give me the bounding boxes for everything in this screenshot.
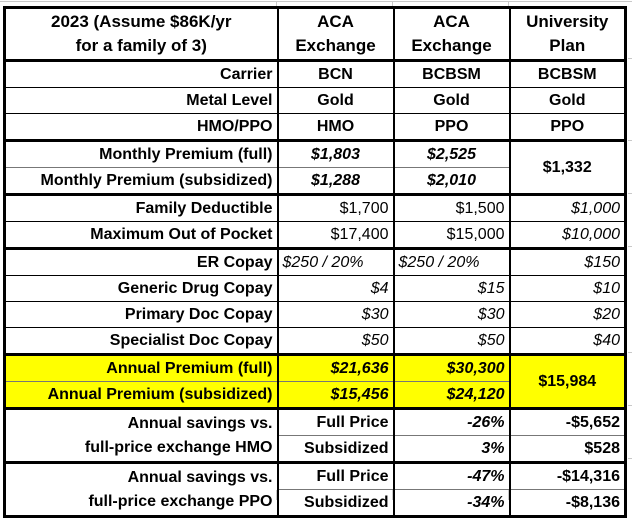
row-label-er-copay[interactable]: ER Copay: [5, 249, 278, 276]
moop-aca-ppo-cell[interactable]: $15,000: [394, 222, 510, 249]
savings-hmo-subsidized-percent[interactable]: 3%: [394, 436, 510, 463]
row-label-generic-drug-copay[interactable]: Generic Drug Copay: [5, 276, 278, 302]
savings-hmo-subsidized-label[interactable]: Subsidized: [278, 436, 394, 463]
family-deductible-row: [5, 195, 626, 222]
er-copay-aca-hmo-cell[interactable]: $250 / 20%: [278, 249, 394, 276]
generic-university-cell[interactable]: $10: [510, 276, 626, 302]
savings-ppo-full-price-percent[interactable]: -47%: [394, 463, 510, 490]
deductible-aca-ppo-cell[interactable]: $1,500: [394, 195, 510, 222]
row-label-max-out-of-pocket[interactable]: Maximum Out of Pocket: [5, 222, 278, 249]
monthly-premium-full-row: [5, 141, 626, 168]
row-label-savings-vs-hmo[interactable]: Annual savings vs. full-price exchange HMO: [5, 409, 278, 463]
primary-university-cell[interactable]: $20: [510, 302, 626, 328]
monthly-sub-aca-hmo-cell[interactable]: $1,288: [278, 168, 394, 195]
row-label-family-deductible[interactable]: Family Deductible: [5, 195, 278, 222]
carrier-aca-ppo-cell[interactable]: BCBSM: [394, 61, 510, 88]
annual-full-aca-hmo-cell[interactable]: $21,636: [278, 355, 394, 382]
savings-hmo-full-price-amount[interactable]: -$5,652: [510, 409, 626, 436]
max-out-of-pocket-row: [5, 222, 626, 249]
er-copay-aca-ppo-cell[interactable]: $250 / 20%: [394, 249, 510, 276]
specialist-university-cell[interactable]: $40: [510, 328, 626, 355]
moop-university-cell[interactable]: $10,000: [510, 222, 626, 249]
metal-aca-ppo-cell[interactable]: Gold: [394, 88, 510, 114]
row-label-metal-level[interactable]: Metal Level: [5, 88, 278, 114]
row-label-annual-premium-full[interactable]: Annual Premium (full): [5, 355, 278, 382]
plan-comparison-table: [3, 6, 627, 518]
gridline: [628, 58, 632, 59]
gridline: [628, 458, 632, 459]
hmo-ppo-row: [5, 114, 626, 141]
hmoppo-university-cell[interactable]: PPO: [510, 114, 626, 141]
gridline: [628, 352, 632, 353]
savings-vs-ppo-full-price-row: [5, 463, 626, 490]
hmoppo-aca-hmo-cell[interactable]: HMO: [278, 114, 394, 141]
annual-sub-aca-ppo-cell[interactable]: $24,120: [394, 382, 510, 409]
row-label-savings-vs-ppo[interactable]: Annual savings vs. full-price exchange PPO: [5, 463, 278, 517]
row-label-monthly-premium-subsidized[interactable]: Monthly Premium (subsidized): [5, 168, 278, 195]
gridline: [0, 1, 632, 2]
hmoppo-aca-ppo-cell[interactable]: PPO: [394, 114, 510, 141]
specialist-doc-copay-row: [5, 328, 626, 355]
savings-ppo-subsidized-amount[interactable]: -$8,136: [510, 490, 626, 517]
specialist-aca-hmo-cell[interactable]: $50: [278, 328, 394, 355]
annual-premium-full-row: [5, 355, 626, 382]
monthly-premium-university-cell[interactable]: $1,332: [510, 141, 626, 195]
savings-ppo-full-price-label[interactable]: Full Price: [278, 463, 394, 490]
monthly-sub-aca-ppo-cell[interactable]: $2,010: [394, 168, 510, 195]
column-header-aca-hmo[interactable]: ACA Exchange: [278, 8, 394, 61]
row-label-carrier[interactable]: Carrier: [5, 61, 278, 88]
gridline: [628, 140, 632, 141]
row-label-specialist-doc-copay[interactable]: Specialist Doc Copay: [5, 328, 278, 355]
monthly-full-aca-hmo-cell[interactable]: $1,803: [278, 141, 394, 168]
deductible-aca-hmo-cell[interactable]: $1,700: [278, 195, 394, 222]
savings-hmo-full-price-label[interactable]: Full Price: [278, 409, 394, 436]
monthly-full-aca-ppo-cell[interactable]: $2,525: [394, 141, 510, 168]
savings-ppo-full-price-amount[interactable]: -$14,316: [510, 463, 626, 490]
savings-ppo-subsidized-percent[interactable]: -34%: [394, 490, 510, 517]
generic-aca-hmo-cell[interactable]: $4: [278, 276, 394, 302]
column-header-university[interactable]: University Plan: [510, 8, 626, 61]
generic-aca-ppo-cell[interactable]: $15: [394, 276, 510, 302]
carrier-university-cell[interactable]: BCBSM: [510, 61, 626, 88]
primary-aca-hmo-cell[interactable]: $30: [278, 302, 394, 328]
gridline: [628, 193, 632, 194]
table-title-cell[interactable]: [5, 8, 278, 61]
moop-aca-hmo-cell[interactable]: $17,400: [278, 222, 394, 249]
table-title-line1: 2023 (Assume $86K/yr: [50, 12, 232, 31]
header-row: [5, 8, 626, 61]
column-header-aca-ppo[interactable]: ACA Exchange: [394, 8, 510, 61]
annual-premium-university-cell[interactable]: $15,984: [510, 355, 626, 409]
generic-drug-copay-row: [5, 276, 626, 302]
primary-aca-ppo-cell[interactable]: $30: [394, 302, 510, 328]
savings-hmo-full-price-percent[interactable]: -26%: [394, 409, 510, 436]
annual-full-aca-ppo-cell[interactable]: $30,300: [394, 355, 510, 382]
er-copay-university-cell[interactable]: $150: [510, 249, 626, 276]
row-label-primary-doc-copay[interactable]: Primary Doc Copay: [5, 302, 278, 328]
gridline: [628, 405, 632, 406]
row-label-hmo-ppo[interactable]: HMO/PPO: [5, 114, 278, 141]
row-label-monthly-premium-full[interactable]: Monthly Premium (full): [5, 141, 278, 168]
savings-ppo-subsidized-label[interactable]: Subsidized: [278, 490, 394, 517]
metal-aca-hmo-cell[interactable]: Gold: [278, 88, 394, 114]
specialist-aca-ppo-cell[interactable]: $50: [394, 328, 510, 355]
savings-hmo-subsidized-amount[interactable]: $528: [510, 436, 626, 463]
er-copay-row: [5, 249, 626, 276]
carrier-row: [5, 61, 626, 88]
table-title-line2: for a family of 3): [75, 36, 207, 55]
metal-level-row: [5, 88, 626, 114]
metal-university-cell[interactable]: Gold: [510, 88, 626, 114]
annual-sub-aca-hmo-cell[interactable]: $15,456: [278, 382, 394, 409]
carrier-aca-hmo-cell[interactable]: BCN: [278, 61, 394, 88]
primary-doc-copay-row: [5, 302, 626, 328]
savings-vs-hmo-full-price-row: [5, 409, 626, 436]
row-label-annual-premium-subsidized[interactable]: Annual Premium (subsidized): [5, 382, 278, 409]
gridline: [628, 246, 632, 247]
deductible-university-cell[interactable]: $1,000: [510, 195, 626, 222]
